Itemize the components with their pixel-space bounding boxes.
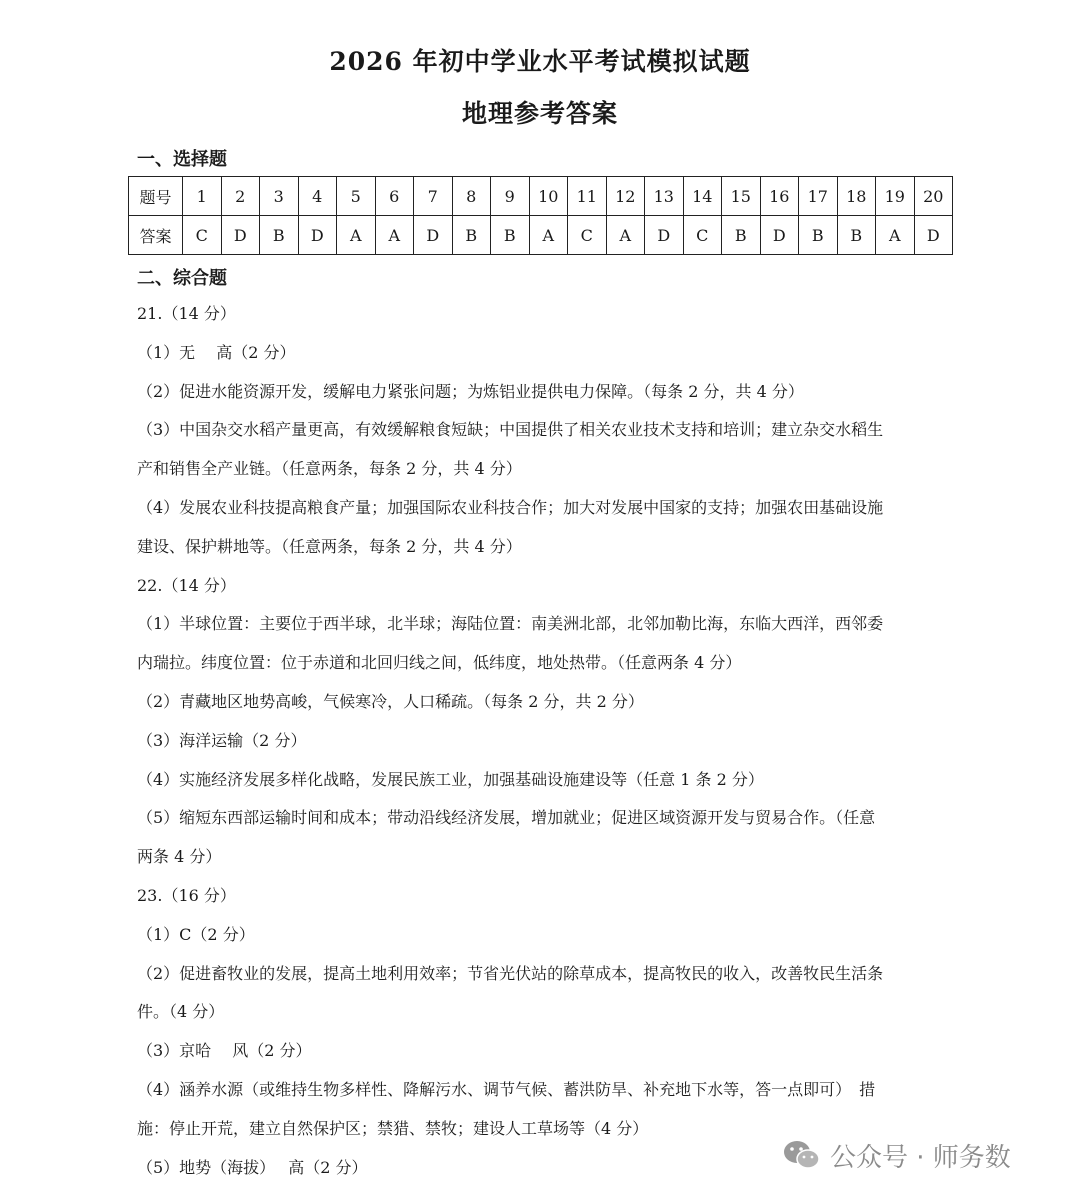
answer-line: 21.（14 分） <box>137 304 236 323</box>
answer-line: 23.（16 分） <box>137 885 236 905</box>
question-number-cell: 15 <box>722 177 761 216</box>
answer-line: 内瑞拉。纬度位置：位于赤道和北回归线之间，低纬度，地处热带。（任意两条 4 分） <box>137 653 742 673</box>
question-number-cell: 12 <box>606 177 645 216</box>
question-number-cell: 11 <box>568 177 607 216</box>
section-choice-title: 一、选择题 <box>137 149 227 170</box>
question-number-cell: 18 <box>837 177 876 216</box>
answer-line: 施：停止开荒，建立自然保护区；禁猎、禁牧；建设人工草场等（4 分） <box>137 1118 649 1138</box>
answer-cell: D <box>221 216 260 255</box>
answer-line: （3）中国杂交水稻产量更高，有效缓解粮食短缺；中国提供了相关农业技术支持和培训；建立杂交水稻生 <box>137 420 884 440</box>
question-number-cell: 9 <box>491 177 530 216</box>
answer-body <box>137 295 952 1187</box>
answer-cell: B <box>722 216 761 255</box>
answer-line: （3）京哈 风（2 分） <box>137 1041 312 1061</box>
table-row-numbers <box>129 177 953 216</box>
page-title: 2026 年初中学业水平考试模拟试题 <box>329 47 751 76</box>
answer-line: （4）涵养水源（或维持生物多样性、降解污水、调节气候、蓄洪防旱、补充地下水等，答一点即可） 措 <box>137 1079 876 1099</box>
answer-line: （2）促进水能资源开发，缓解电力紧张问题；为炼铝业提供电力保障。（每条 2 分，共 4 分） <box>137 381 804 401</box>
answer-cell: D <box>645 216 684 255</box>
answer-cell: A <box>375 216 414 255</box>
question-number-cell: 4 <box>298 177 337 216</box>
answer-line: （5）缩短东西部运输时间和成本；带动沿线经济发展，增加就业；促进区域资源开发与贸易合作。（任意 <box>137 808 876 828</box>
answer-cell: C <box>683 216 722 255</box>
question-number-cell: 6 <box>375 177 414 216</box>
answer-line: （1）无 高（2 分） <box>137 342 296 362</box>
answer-cell: D <box>298 216 337 255</box>
answer-line: 建设、保护耕地等。（任意两条，每条 2 分，共 4 分） <box>137 536 522 556</box>
answer-line: （5）地势（海拔） 高（2 分） <box>137 1157 368 1177</box>
question-number-cell: 8 <box>452 177 491 216</box>
answer-line: 件。（4 分） <box>137 1002 225 1022</box>
row-label-numbers: 题号 <box>129 177 183 216</box>
answer-line: 22.（14 分） <box>137 575 236 595</box>
question-number-cell: 16 <box>760 177 799 216</box>
answer-line: （3）海洋运输（2 分） <box>137 730 307 750</box>
answer-cell: A <box>606 216 645 255</box>
question-number-cell: 17 <box>799 177 838 216</box>
answer-cell: D <box>914 216 953 255</box>
question-number-cell: 1 <box>183 177 222 216</box>
answer-cell: D <box>414 216 453 255</box>
answer-cell: D <box>760 216 799 255</box>
answer-cell: B <box>452 216 491 255</box>
answer-line: （1）半球位置：主要位于西半球，北半球；海陆位置：南美洲北部，北邻加勒比海，东临大西洋，西邻委 <box>137 614 884 634</box>
question-number-cell: 10 <box>529 177 568 216</box>
answer-cell: B <box>491 216 530 255</box>
answer-cell: B <box>837 216 876 255</box>
watermark <box>782 1138 1011 1172</box>
watermark-text: 公众号 · 师务数 <box>830 1142 1011 1173</box>
question-number-cell: 14 <box>683 177 722 216</box>
answer-cell: B <box>260 216 299 255</box>
question-number-cell: 19 <box>876 177 915 216</box>
answer-cell: A <box>337 216 376 255</box>
answer-line: （1）C（2 分） <box>137 924 255 944</box>
question-number-cell: 7 <box>414 177 453 216</box>
answer-cell: A <box>876 216 915 255</box>
answer-table <box>128 176 953 255</box>
row-label-answers: 答案 <box>129 216 183 255</box>
wechat-icon <box>782 1138 822 1172</box>
page-subtitle: 地理参考答案 <box>461 99 618 128</box>
answer-cell: C <box>183 216 222 255</box>
question-number-cell: 2 <box>221 177 260 216</box>
answer-line: 产和销售全产业链。（任意两条，每条 2 分，共 4 分） <box>137 459 522 479</box>
section-comprehensive-title: 二、综合题 <box>137 268 227 289</box>
question-number-cell: 20 <box>914 177 953 216</box>
answer-line: （4）发展农业科技提高粮食产量；加强国际农业科技合作；加大对发展中国家的支持；加强农田基础设施 <box>137 497 884 517</box>
answer-line: （2）青藏地区地势高峻，气候寒冷，人口稀疏。（每条 2 分，共 2 分） <box>137 691 644 711</box>
question-number-cell: 3 <box>260 177 299 216</box>
question-number-cell: 5 <box>337 177 376 216</box>
answer-cell: A <box>529 216 568 255</box>
answer-line: （2）促进畜牧业的发展，提高土地利用效率；节省光伏站的除草成本，提高牧民的收入，改善牧民生活条 <box>137 963 884 983</box>
table-row-answers <box>129 216 953 255</box>
question-number-cell: 13 <box>645 177 684 216</box>
answer-cell: C <box>568 216 607 255</box>
answer-line: 两条 4 分） <box>137 847 222 867</box>
answer-line: （4）实施经济发展多样化战略，发展民族工业，加强基础设施建设等（任意 1 条 2 分） <box>137 769 764 789</box>
answer-cell: B <box>799 216 838 255</box>
